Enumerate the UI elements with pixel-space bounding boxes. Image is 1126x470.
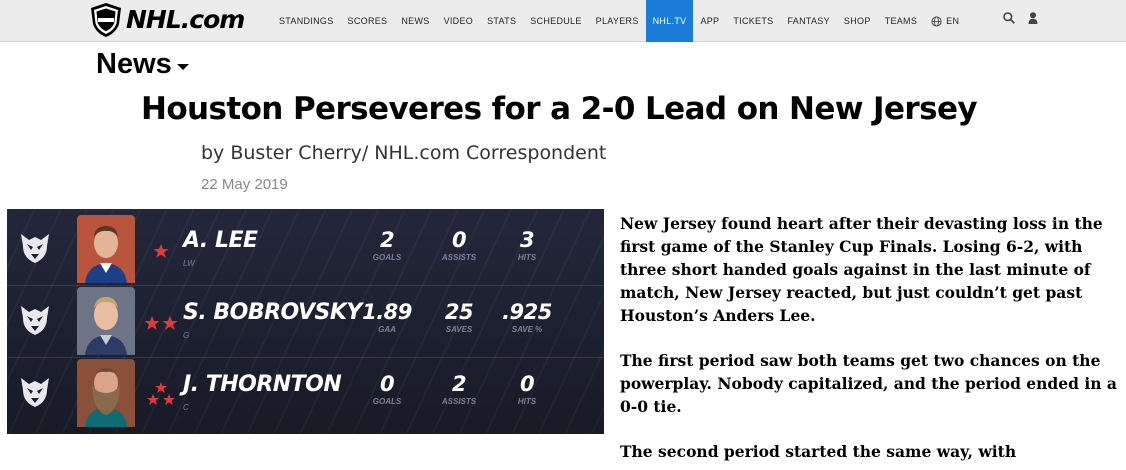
article-paragraph: New Jersey found heart after their devasting loss in the first game of the Stanley Cup Finals. Losing 6-2, with three short handed goals against in the last minute of match, New Jersey reacted, but just couldn’t get past Houston’s Anders Lee. <box>620 214 1103 325</box>
stat-cell <box>497 228 557 262</box>
stat-cell <box>429 300 489 334</box>
player-name: A. LEE <box>183 228 258 253</box>
user-icon[interactable] <box>1026 11 1040 25</box>
nav-standings[interactable]: STANDINGS <box>279 16 334 26</box>
nav-players[interactable]: PLAYERS <box>595 16 639 26</box>
stat-label: ASSISTS <box>441 253 477 262</box>
nav-scores[interactable]: SCORES <box>347 16 388 26</box>
stat-label: GOALS <box>372 397 402 406</box>
top-nav-bar <box>0 0 1126 42</box>
section-label: News <box>96 48 172 80</box>
team-logo-icon <box>15 372 55 412</box>
stat-cell <box>497 372 557 406</box>
star-row <box>7 286 604 357</box>
stat-value: 2 <box>451 372 467 396</box>
language-label: EN <box>946 16 960 26</box>
article-date: 22 May 2019 <box>201 176 288 193</box>
nav-nhltv[interactable]: NHL.TV <box>646 0 694 42</box>
stat-label: HITS <box>517 253 537 262</box>
player-name: S. BOBROVSKY <box>183 300 362 325</box>
stat-value: 0 <box>451 228 467 252</box>
player-photo <box>77 215 135 283</box>
article-headline: Houston Perseveres for a 2-0 Lead on New Jersey <box>141 91 977 127</box>
stat-value: 25 <box>444 300 474 324</box>
row-divider <box>7 357 604 358</box>
nav-shop[interactable]: SHOP <box>843 16 871 26</box>
team-logo-icon <box>15 228 55 268</box>
article-paragraph: The first period saw both teams get two chances on the powerplay. Nobody capitalized, and the period ended in a 0-0 tie. <box>620 351 1117 416</box>
stat-label: HITS <box>517 397 537 406</box>
nav-teams[interactable]: TEAMS <box>884 16 918 26</box>
stat-value: 3 <box>519 228 535 252</box>
stat-label: GAA <box>378 325 396 334</box>
player-position: LW <box>183 259 195 268</box>
stat-label: GOALS <box>372 253 402 262</box>
star-row <box>7 358 604 429</box>
nav-tools <box>1002 11 1040 25</box>
player-name: J. THORNTON <box>183 372 342 397</box>
stat-cell <box>429 228 489 262</box>
player-position: G <box>183 331 190 340</box>
nav-news[interactable]: NEWS <box>401 16 430 26</box>
language-selector[interactable] <box>924 0 966 42</box>
nhl-shield-icon <box>88 2 124 38</box>
stat-label: ASSISTS <box>441 397 477 406</box>
article-paragraph: The second period started the same way, with <box>620 442 1017 461</box>
section-dropdown[interactable] <box>96 48 189 81</box>
caret-down-icon <box>177 64 189 70</box>
row-divider <box>7 285 604 286</box>
nav-stats[interactable]: STATS <box>487 16 517 26</box>
star-rank-icon <box>143 308 179 338</box>
stat-value: 0 <box>519 372 535 396</box>
nav-tickets[interactable]: TICKETS <box>733 16 774 26</box>
stat-value: .925 <box>502 300 552 324</box>
stat-label: SAVE % <box>511 325 543 334</box>
stat-cell <box>429 372 489 406</box>
stat-label: SAVES <box>445 325 473 334</box>
star-rank-icon <box>143 380 179 410</box>
stat-cell <box>357 228 417 262</box>
team-logo-icon <box>15 300 55 340</box>
stat-value: 1.89 <box>362 300 412 324</box>
nav-fantasy[interactable]: FANTASY <box>787 16 830 26</box>
search-icon[interactable] <box>1002 11 1016 25</box>
nav-schedule[interactable]: SCHEDULE <box>530 16 582 26</box>
nav-video[interactable]: VIDEO <box>443 16 474 26</box>
stat-value: 0 <box>379 372 395 396</box>
player-position: C <box>183 403 189 412</box>
stat-cell <box>357 300 417 334</box>
article-body <box>620 212 1120 470</box>
nav-app[interactable]: APP <box>700 16 720 26</box>
stat-value: 2 <box>379 228 395 252</box>
globe-icon <box>931 16 942 27</box>
star-rank-icon <box>143 236 179 266</box>
article-byline: by Buster Cherry/ NHL.com Correspondent <box>201 142 607 164</box>
player-photo <box>77 287 135 355</box>
three-stars-graphic <box>7 209 604 434</box>
star-row <box>7 214 604 285</box>
player-photo <box>77 359 135 427</box>
main-nav <box>272 0 966 42</box>
stat-cell <box>357 372 417 406</box>
stat-cell <box>497 300 557 334</box>
site-logo-text: NHL.com <box>126 5 245 34</box>
